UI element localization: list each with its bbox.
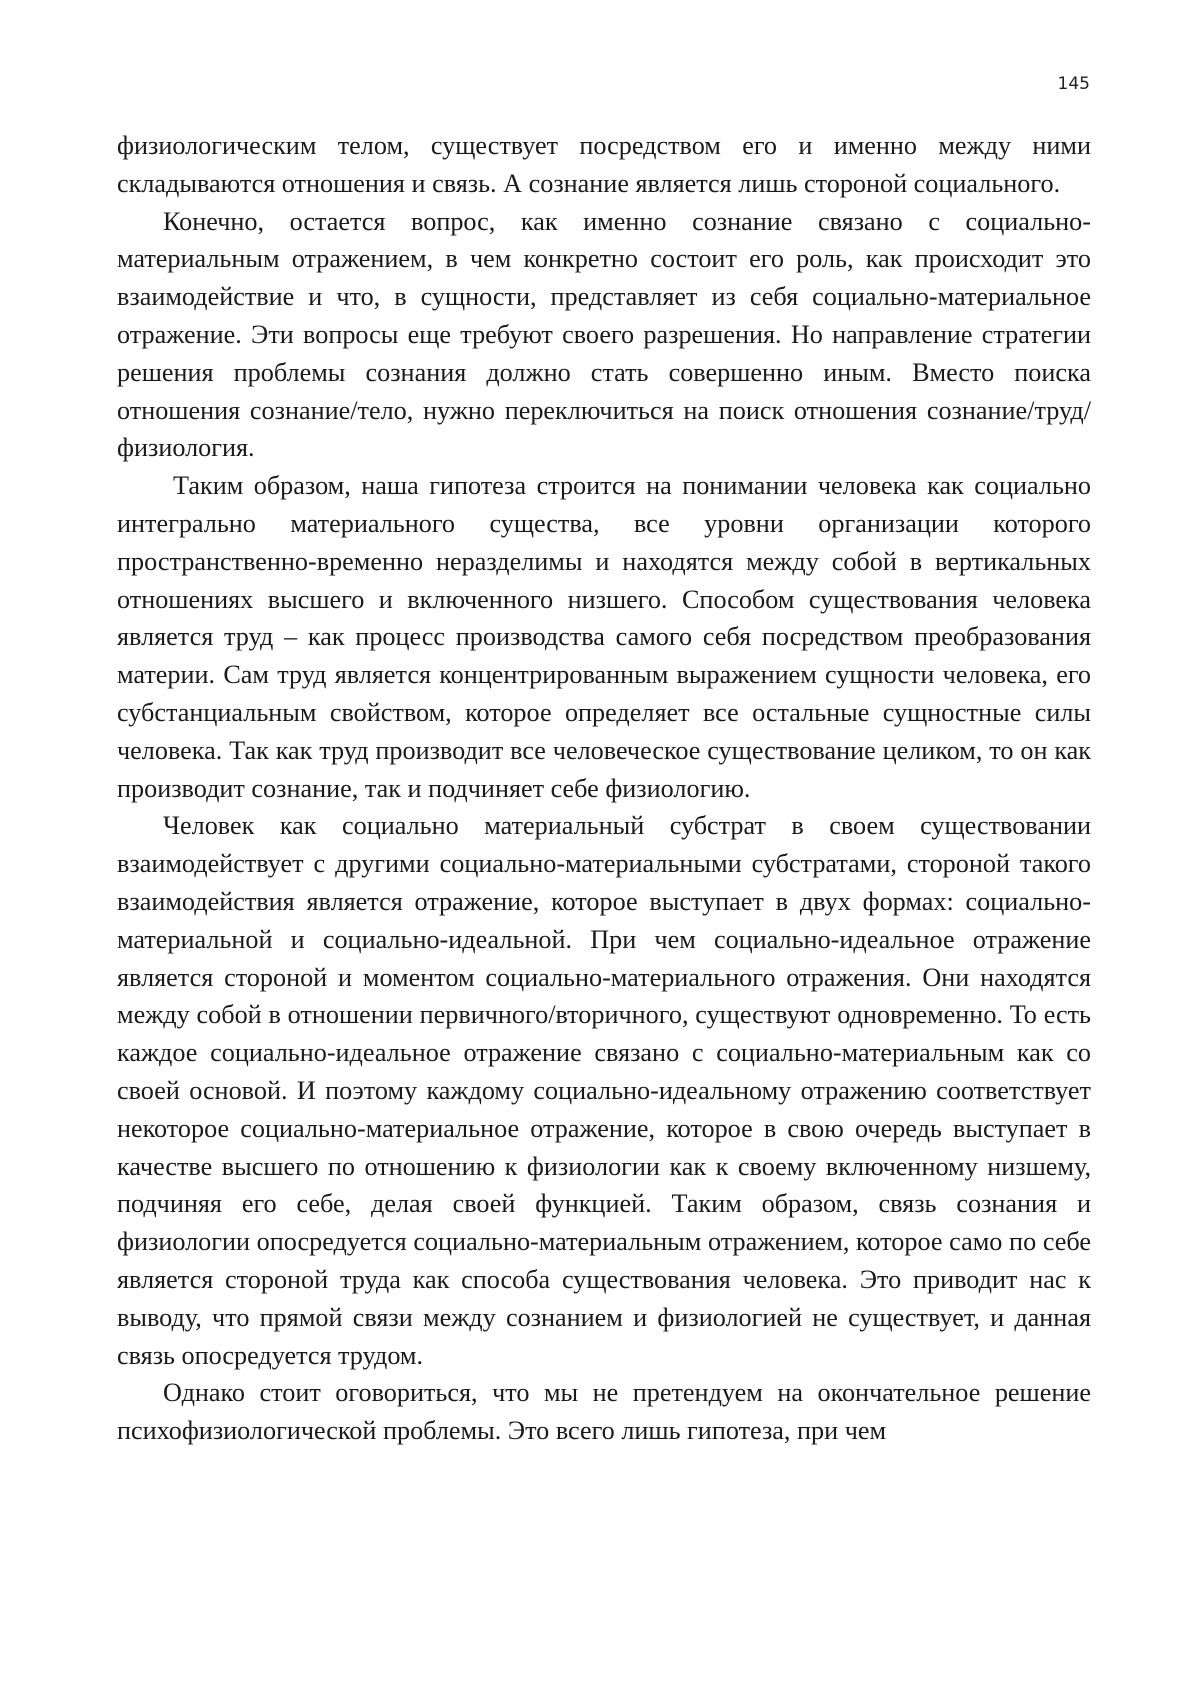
document-body	[117, 127, 1091, 1450]
paragraph: Однако стоит оговориться, что мы не претендуем на окончательное ре­шение психофизиологической проблемы. Это всего лишь гипотеза, при чем	[117, 1374, 1091, 1450]
page-number: 145	[1058, 74, 1090, 94]
paragraph: Таким образом, наша гипотеза строится на понимании человека как социально интегрально материального существа, все уровни организации которого пространственно-временно неразделимы и находятся между со­бой в вертикальных отношениях высшего и включенного низшего. Спосо­бом существования человека является труд – как процесс производства са­мого себя посредством преобразования материи. Сам труд является концен­трированным выражением сущности человека, его субстанциальным свой­ством, которое определяет все остальные сущностные силы человека. Так как труд производит все человеческое существование целиком, то он как производит сознание, так и подчиняет себе физиологию.	[117, 467, 1091, 807]
paragraph: Человек как социально материальный субстрат в своем существовании взаимодействует с другими социально-материальными субстратами, сторо­ной такого взаимодействия является отражение, которое выступает в двух формах: социально-материальной и социально-идеальной. При чем соци­ально-идеальное отражение является стороной и моментом социально-ма­териального отражения. Они находятся между собой в отношении первич­ного/вторичного, существуют одновременно. То есть каждое социально-идеальное отражение связано с социально-материальным как со своей ос­новой. И поэтому каждому социально-идеальному отражению соответ­ствует некоторое социально-материальное отражение, которое в свою оче­редь выступает в качестве высшего по отношению к физиологии как к сво­ему включенному низшему, подчиняя его себе, делая своей функцией. Та­ким образом, связь сознания и физиологии опосредуется социально-мате­риальным отражением, которое само по себе является стороной труда как способа существования человека. Это приводит нас к выводу, что прямой связи между сознанием и физиологией не существует, и данная связь опо­средуется трудом.	[117, 807, 1091, 1374]
paragraph: Конечно, остается вопрос, как именно сознание связано с социально-материальным отражением, в чем конкретно состоит его роль, как проис­ходит это взаимодействие и что, в сущности, представляет из себя соци­ально-материальное отражение. Эти вопросы еще требуют своего разреше­ния. Но направление стратегии решения проблемы сознания должно стать совершенно иным. Вместо поиска отношения сознание/тело, нужно пере­ключиться на поиск отношения сознание/труд/физиология.	[117, 203, 1091, 468]
paragraph-continuation: физиологическим телом, существует посредством его и именно между ними складываются отношения и связь. А сознание является лишь сторо­ной социального.	[117, 127, 1091, 203]
